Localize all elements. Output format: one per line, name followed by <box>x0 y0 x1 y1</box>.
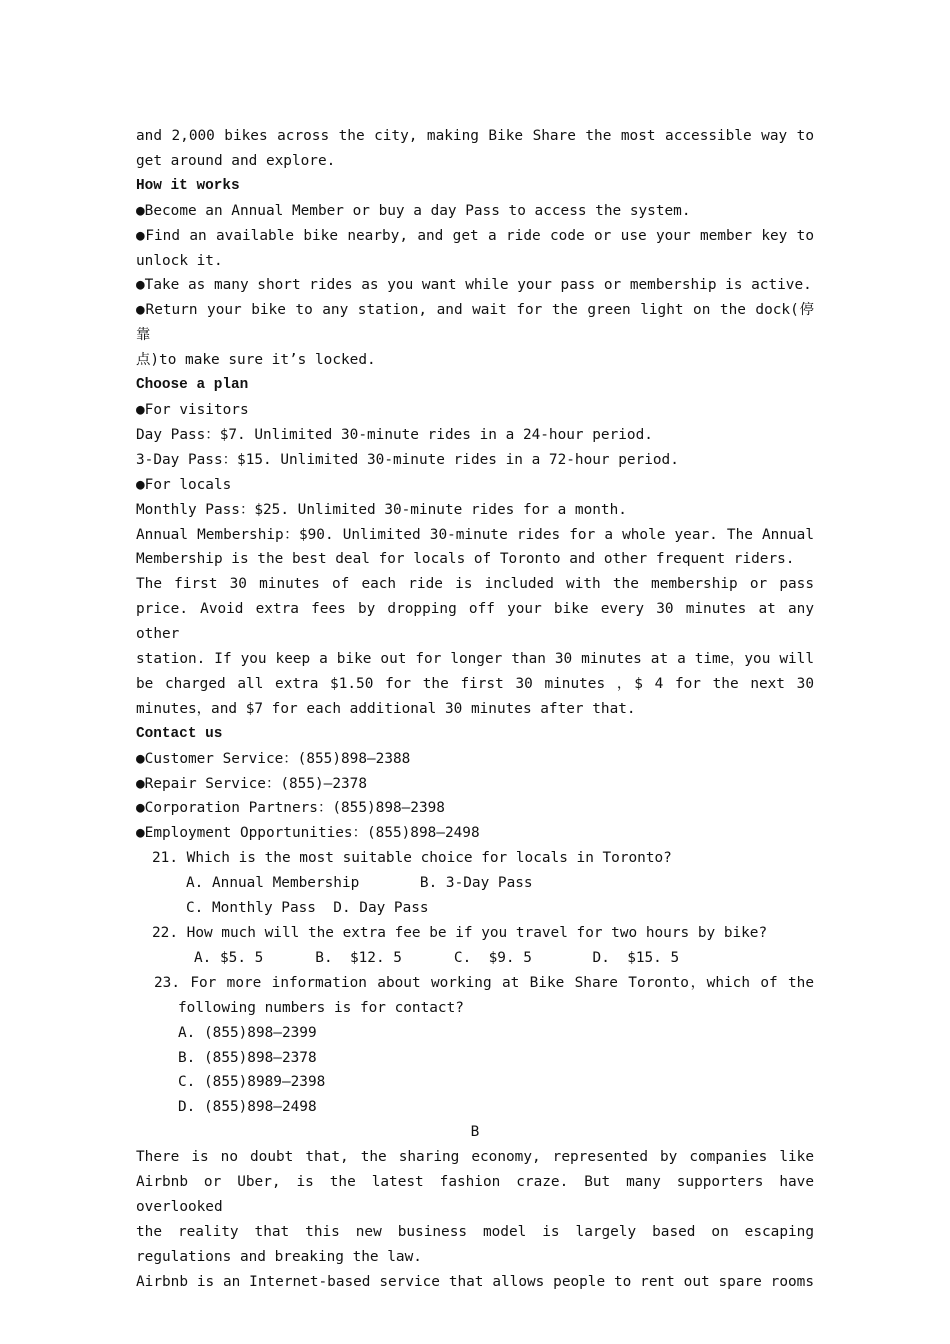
question-options: C. Monthly Pass D. Day Pass <box>186 900 429 917</box>
plan-group-locals: ●For locals <box>136 476 232 493</box>
question-options: A. Annual Membership B. 3-Day Pass <box>186 875 533 892</box>
text-line: and 2,000 bikes across the city, making Bike Share the most accessible way to <box>136 128 814 144</box>
fees-paragraph-line: The first 30 minutes of each ride is included with the membership or pass <box>136 576 814 593</box>
plan-annual-membership: Annual Membership：$90. Unlimited 30-minute rides for a whole year. The Annual <box>136 526 814 543</box>
section-heading-how-it-works: How it works <box>136 177 240 194</box>
question-option: A. (855)898—2399 <box>178 1024 317 1041</box>
question-stem: 22. How much will the extra fee be if you travel for two hours by bike? <box>152 925 768 941</box>
contact-item: ●Employment Opportunities：(855)898—2498 <box>136 825 480 842</box>
plan-three-day-pass: 3-Day Pass：$15. Unlimited 30-minute rides in a 72-hour period. <box>136 451 679 468</box>
question-options: A. $5. 5 B. $12. 5 C. $9. 5 D. $15. 5 <box>194 949 680 966</box>
contact-item: ●Corporation Partners：(855)898—2398 <box>136 800 445 817</box>
text-line: There is no doubt that, the sharing economy, represented by companies like <box>136 1149 814 1166</box>
text-line: Airbnb is an Internet-based service that allows people to rent out spare rooms <box>136 1273 814 1290</box>
text-line: regulations and breaking the law. <box>136 1248 422 1265</box>
plan-annual-membership-cont: Membership is the best deal for locals of Toronto and other frequent riders. <box>136 551 795 568</box>
section-heading-choose-a-plan: Choose a plan <box>136 377 249 394</box>
fees-paragraph-line: be charged all extra $1.50 for the first 30 minutes ，$ 4 for the next 30 <box>136 675 814 692</box>
question-option: B. (855)898—2378 <box>178 1049 317 1066</box>
fees-paragraph-line: price. Avoid extra fees by dropping off your bike every 30 minutes at any other <box>136 601 814 643</box>
text-line: the reality that this new business model is largely based on escaping <box>136 1223 814 1240</box>
contact-item: ●Customer Service：(855)898—2388 <box>136 750 411 767</box>
list-item: ●Return your bike to any station, and wait for the green light on the dock(停靠 <box>136 302 814 344</box>
contact-item: ●Repair Service：(855)—2378 <box>136 775 367 792</box>
section-heading-contact-us: Contact us <box>136 725 223 742</box>
plan-day-pass: Day Pass：$7. Unlimited 30-minute rides in a 24-hour period. <box>136 426 653 443</box>
fees-paragraph-line: minutes，and $7 for each additional 30 minutes after that. <box>136 700 636 717</box>
question-option: D. (855)898—2498 <box>178 1099 317 1116</box>
fees-paragraph-line: station. If you keep a bike out for longer than 30 minutes at a time，you will <box>136 651 814 668</box>
plan-monthly-pass: Monthly Pass：$25. Unlimited 30-minute rides for a month. <box>136 501 627 518</box>
list-item: ●Find an available bike nearby, and get a ride code or use your member key to <box>136 227 814 244</box>
list-item: ●Become an Annual Member or buy a day Pass to access the system. <box>136 202 691 219</box>
question-stem: 21. Which is the most suitable choice for locals in Toronto? <box>152 850 672 867</box>
list-item-continuation: 点)to make sure it’s locked. <box>136 352 376 369</box>
plan-group-visitors: ●For visitors <box>136 401 249 418</box>
text-line: get around and explore. <box>136 152 336 169</box>
text-line: Airbnb or Uber, is the latest fashion craze. But many supporters have overlooked <box>136 1174 814 1215</box>
passage-label: B <box>470 1124 480 1141</box>
list-item: ●Take as many short rides as you want while your pass or membership is active. <box>136 277 812 294</box>
question-option: C. (855)8989—2398 <box>178 1074 326 1091</box>
question-stem-continuation: following numbers is for contact? <box>178 999 464 1016</box>
question-stem: 23. For more information about working at Bike Share Toronto，which of the <box>154 974 814 991</box>
document-page <box>136 124 814 1295</box>
list-item-continuation: unlock it. <box>136 252 223 269</box>
